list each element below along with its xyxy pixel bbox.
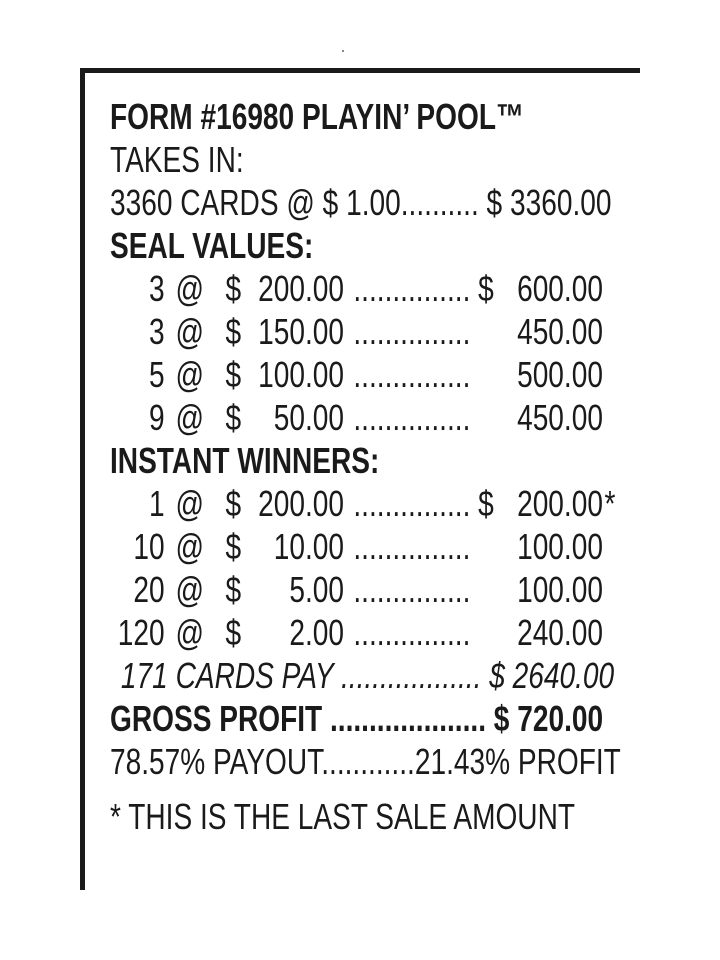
instant-winner-row: [110, 611, 603, 654]
seal-value-row: [110, 267, 603, 310]
flare-sheet: [110, 95, 621, 838]
row-amount: 10.00: [273, 526, 344, 567]
row-at: @: [175, 569, 205, 610]
row-amount: 5.00: [289, 569, 344, 610]
row-qty: 9: [148, 397, 165, 438]
seal-values-label: SEAL VALUES:: [110, 225, 314, 266]
instant-winner-row: [110, 568, 603, 611]
row-total: 500.00: [517, 354, 603, 395]
frame-left-border: [80, 68, 85, 890]
takes-in-label: TAKES IN:: [110, 139, 244, 180]
row-total: 600.00: [517, 268, 603, 309]
seal-value-row: [110, 396, 603, 439]
row-leader: ...............: [353, 569, 471, 610]
takes-in-line: 3360 CARDS @ $ 1.00.......... $ 3360.00: [110, 182, 612, 223]
row-currency: $: [225, 268, 242, 309]
row-amount: 200.00: [258, 268, 344, 309]
frame-top-border: [80, 68, 640, 73]
row-qty: 120: [117, 612, 165, 653]
form-title: FORM #16980 PLAYIN’ POOL™: [110, 96, 525, 137]
row-at: @: [175, 397, 205, 438]
row-at: @: [175, 483, 205, 524]
row-total-currency: $: [478, 483, 494, 524]
row-total: 200.00: [517, 483, 603, 524]
row-total: 450.00: [517, 311, 603, 352]
row-leader: ...............: [353, 397, 471, 438]
payout-profit-line: 78.57% PAYOUT............21.43% PROFIT: [110, 741, 621, 782]
instant-winners-label: INSTANT WINNERS:: [110, 440, 380, 481]
row-total-currency: $: [478, 268, 494, 309]
row-qty: 3: [148, 268, 165, 309]
instant-winners-list: [110, 482, 616, 654]
row-currency: $: [225, 397, 242, 438]
cards-pay-line: 171 CARDS PAY .................. $ 2640.00: [120, 655, 615, 696]
row-at: @: [175, 311, 205, 352]
row-currency: $: [225, 483, 242, 524]
row-currency: $: [225, 354, 242, 395]
row-qty: 1: [148, 483, 165, 524]
footnote: * THIS IS THE LAST SALE AMOUNT: [110, 796, 576, 837]
row-at: @: [175, 268, 205, 309]
row-total: 100.00: [517, 526, 603, 567]
seal-values-list: [110, 267, 603, 439]
row-leader: ...............: [353, 354, 471, 395]
row-leader: ...............: [353, 483, 471, 524]
row-leader: ...............: [353, 526, 471, 567]
row-leader: ...............: [353, 268, 471, 309]
instant-winner-row: [110, 525, 603, 568]
speck-mark: [342, 50, 344, 52]
row-currency: $: [225, 526, 242, 567]
row-total: 450.00: [517, 397, 603, 438]
row-qty: 5: [148, 354, 165, 395]
seal-value-row: [110, 310, 603, 353]
row-amount: 200.00: [258, 483, 344, 524]
seal-value-row: [110, 353, 603, 396]
gross-profit-line: GROSS PROFIT .................... $ 720.00: [110, 698, 604, 739]
row-qty: 3: [148, 311, 165, 352]
row-amount: 150.00: [258, 311, 344, 352]
row-total: 240.00: [517, 612, 603, 653]
row-currency: $: [225, 311, 242, 352]
row-amount: 100.00: [258, 354, 344, 395]
row-at: @: [175, 354, 205, 395]
row-qty: 10: [133, 526, 165, 567]
row-at: @: [175, 612, 205, 653]
row-total: 100.00: [517, 569, 603, 610]
row-mark: *: [604, 483, 616, 524]
row-currency: $: [225, 612, 242, 653]
row-currency: $: [225, 569, 242, 610]
instant-winner-row: [110, 482, 616, 525]
row-amount: 2.00: [289, 612, 344, 653]
row-qty: 20: [133, 569, 165, 610]
row-at: @: [175, 526, 205, 567]
row-leader: ...............: [353, 612, 471, 653]
row-leader: ...............: [353, 311, 471, 352]
row-amount: 50.00: [273, 397, 344, 438]
